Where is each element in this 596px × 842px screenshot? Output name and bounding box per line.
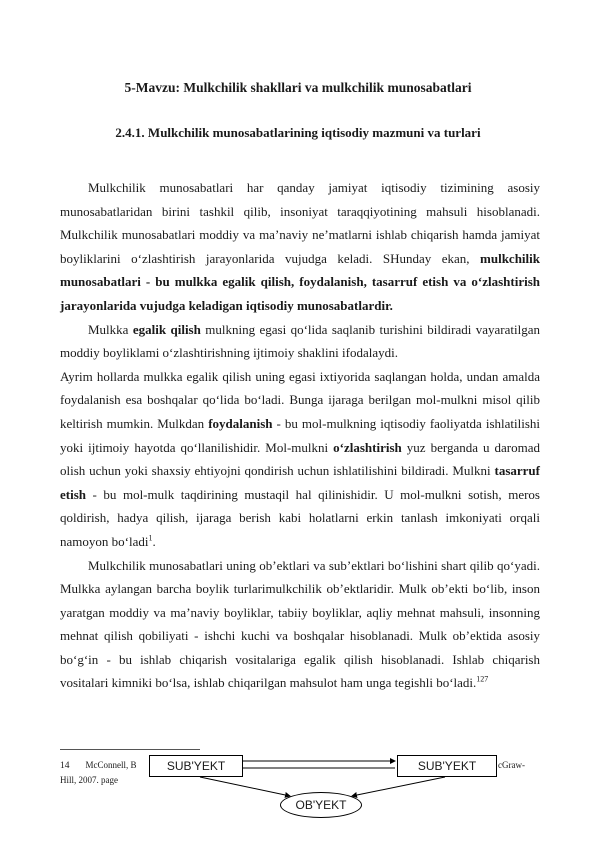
page-title: 5-Mavzu: Mulkchilik shakllari va mulkchilik munosabatlari [124, 80, 472, 95]
paragraph-3-text-e: yuz berganda u daromad olish uchun yoki shaxsiy ehtiyojni qondirish uchun ishlatilishini bildiradi. Mulkni [60, 439, 540, 479]
footnote-line-2: Hill, 2007. page [60, 775, 118, 785]
footnote-ref-1: 1 [148, 533, 153, 543]
paragraph-3-text-h: . [152, 533, 156, 549]
term-egalik-qilish: egalik qilish [132, 321, 201, 337]
paragraph-3-text-a: Ayrim hollarda mulkka egalik qilish uning egasi ixtiyorida saqlangan holda, undan amalda foydalanish esa boshqalar qo‘lida bo‘ladi. Bunga ijaraga berilgan mol-mulkni misol qilib keltirish mumkin. Mulkdan [60, 368, 540, 431]
left-to-object-arrow [200, 777, 290, 796]
right-to-object-arrow [352, 777, 445, 796]
paragraph-3-text-g: - bu mol-mulk taqdirining mustaqil hal qilinishidir. U mol-mulkni sotish, meros qoldirish, hadya qilish, ijaraga berish kabi holatlarni erkin tanlash imkoniyati orqali namoyon bo‘ladi [60, 486, 540, 549]
footnote-ref-127: 127 [476, 675, 489, 685]
section-subtitle: 2.4.1. Mulkchilik munosabatlarining iqtisodiy mazmuni va turlari [115, 125, 481, 140]
paragraph-4-text: Mulkchilik munosabatlari uning ob’ektlari va sub’ektlari bo‘lishini shart qilib qo‘yadi. Mulkka aylangan barcha boylik turlarimulkchilik ob’ektlaridir. Mulk ob’ekti bo‘lib, inson yaratgan moddiy va ma’naviy boyliklar, tabiiy boyliklar, aqliy mehnat mahsuli, insonning mehnat qilish qobiliyati - ishchi kuchi va boshqalar hisoblanadi. Mulk ob’ektida asosiy bo‘g‘in - bu ishlab chiqarish vositalariga egalik qilish hisoblanadi. Ishlab chiqarish vositalari kimniki bo‘lsa, ishlab chiqarilgan mahsulot ham unga tegishli bo‘ladi. [60, 557, 540, 691]
term-ozlashtirish: o‘zlashtirish [333, 439, 402, 455]
paragraph-2-text-c: mulkning egasi qo‘lida saqlanib turishini bildiradi vayaratilgan moddiy boyliklami o‘zlashtirishning ijtimoiy shaklini ifodalaydi. [60, 321, 540, 361]
term-foydalanish: foydalanish [208, 415, 273, 431]
paragraph-1-definition: mulkchilik munosabatlari - bu mulkka egalik qilish, foydalanish, tasarruf etish va o‘zlashtirish jarayonlarida vujudga keladigan iqtisodiy munosabatlardir. [60, 250, 540, 313]
footnote-text-right: cGraw- [498, 760, 525, 770]
object-oval: OB'YEKT [280, 792, 362, 818]
term-tasarruf-etish: tasarruf etish [60, 463, 540, 502]
subject-box-right: SUB'YEKT [397, 755, 497, 777]
paragraph-1-text: Mulkchilik munosabatlari har qanday jamiyat iqtisodiy tizimining asosiy munosabatlaridan birini tashkil qilib, insoniyat taraqqiyotining mahsuli hisoblanadi. Mulkchilik munosabatlari moddiy va ma’naviy ne’matlarni ishlab chiqarish hamda jamiyat boyliklarini o‘zlashtirish jarayonlarida vujudga keladi. SHunday ekan, [60, 180, 540, 266]
subject-box-left: SUB'YEKT [149, 755, 243, 777]
footnote-text-left: McConnell, B [85, 760, 137, 770]
footnote-number: 14 [60, 761, 70, 771]
paragraph-3-text-c: - bu mol-mulkning iqtisodiy faoliyatda ishlatilishi yoki ijtimoiy hayotda qo‘llanilishidir. Mol-mulkni [60, 415, 540, 455]
paragraph-2-text-a: Mulkka [88, 321, 133, 337]
